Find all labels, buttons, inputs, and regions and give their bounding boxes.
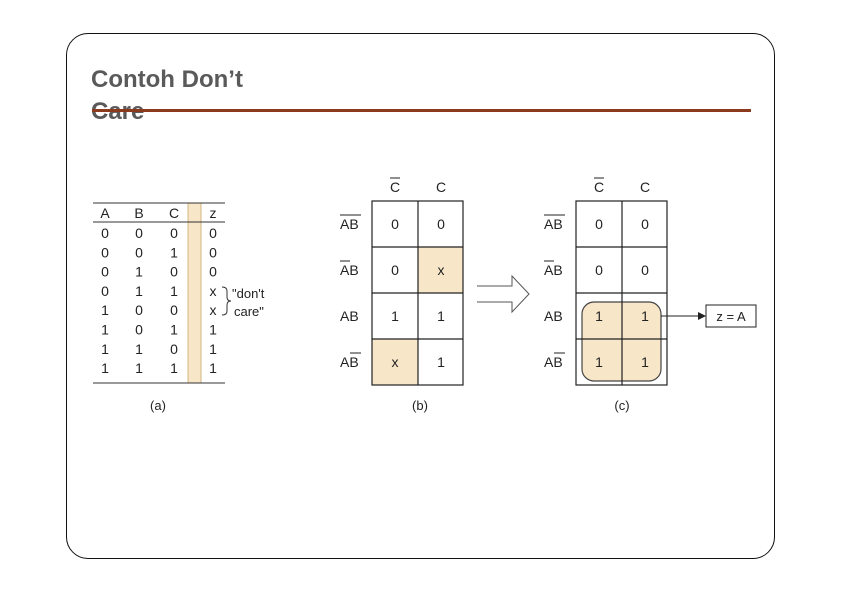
result-expression: z = A [716, 309, 746, 324]
truth-table-cell: 1 [135, 282, 143, 299]
transform-arrow-icon [477, 276, 529, 312]
truth-table-cell: 1 [101, 302, 109, 319]
kmap-b-row-header-1: AB [340, 262, 359, 278]
truth-table-cell: 0 [209, 225, 217, 241]
kmap-c-row-header-0: AB [544, 216, 563, 232]
kmap-cell: 1 [391, 308, 399, 324]
truth-table-cell: 1 [101, 340, 109, 357]
kmap-b-row-header-2: AB [340, 308, 359, 324]
kmap-cell: x [437, 262, 445, 278]
caption-c: (c) [614, 398, 630, 413]
kmap-cell: 0 [437, 216, 445, 232]
truth-table-cell: 1 [170, 360, 178, 377]
kmap-b-col-header-c: C [435, 179, 447, 195]
kmap-cell: 1 [437, 308, 445, 324]
truth-table-cell: 1 [135, 360, 143, 377]
kmap-b-row-header-0: AB [340, 216, 359, 232]
truth-table-cell: 0 [101, 263, 109, 280]
kmap-cell: 0 [391, 262, 399, 278]
truth-table-cell: 0 [209, 263, 217, 280]
truth-table [93, 203, 265, 413]
dont-care-label-line2: care" [234, 304, 264, 319]
kmap-cell: 0 [595, 262, 603, 278]
kmap-cell: 0 [641, 262, 649, 278]
truth-table-cell: 1 [209, 321, 217, 338]
truth-table-cell: 1 [209, 360, 217, 377]
truth-table-cell: x [209, 282, 217, 299]
kmap-cell: 1 [437, 354, 445, 370]
kmap-cell: 0 [391, 216, 399, 232]
z-column-highlight [188, 203, 201, 383]
kmap-c-row-header-2: AB [544, 308, 563, 324]
truth-table-header-z: z [209, 205, 217, 221]
kmap-b-row-header-3: AB [340, 354, 359, 370]
kmap-c [544, 178, 756, 413]
kmap-cell: 1 [641, 354, 649, 370]
kmap-c-row-header-1: AB [544, 262, 563, 278]
truth-table-cell: 0 [101, 282, 109, 299]
truth-table-cell: x [209, 302, 217, 319]
kmap-cell: 1 [595, 354, 603, 370]
truth-table-header-c: C [168, 205, 180, 221]
kmap-cell: 0 [641, 216, 649, 232]
truth-table-cell: 0 [170, 340, 178, 357]
truth-table-cell: 0 [135, 244, 143, 261]
truth-table-cell: 1 [170, 244, 178, 261]
caption-a: (a) [150, 398, 166, 413]
truth-table-cell: 0 [170, 302, 178, 319]
truth-table-cell: 0 [101, 244, 109, 261]
truth-table-cell: 0 [170, 225, 178, 241]
kmap-cell: 0 [595, 216, 603, 232]
truth-table-cell: 0 [101, 225, 109, 241]
truth-table-cell: 0 [135, 225, 143, 241]
truth-table-cell: 1 [101, 360, 109, 377]
result-arrowhead-icon [698, 312, 706, 320]
kmap-cell: 1 [641, 308, 649, 324]
kmap-c-col-header-c: C [639, 179, 651, 195]
kmap-c-row-header-3: AB [544, 354, 563, 370]
dont-care-label-line1: "don't [232, 286, 265, 301]
caption-b: (b) [412, 398, 428, 413]
dont-care-brace [222, 287, 231, 315]
kmap-b-col-header-cbar: C [389, 179, 401, 195]
kmap-c-col-header-cbar: C [593, 179, 605, 195]
truth-table-cell: 0 [209, 244, 217, 261]
truth-table-cell: 1 [135, 263, 143, 280]
truth-table-cell: 1 [170, 321, 178, 338]
kmap-cell: 1 [595, 308, 603, 324]
truth-table-header-a: A [100, 205, 110, 221]
truth-table-header-b: B [134, 205, 144, 221]
kmap-cell: x [391, 354, 399, 370]
truth-table-cell: 1 [209, 340, 217, 357]
truth-table-cell: 1 [101, 321, 109, 338]
truth-table-cell: 1 [135, 340, 143, 357]
truth-table-cell: 1 [170, 282, 178, 299]
truth-table-cell: 0 [170, 263, 178, 280]
kmap-b [340, 178, 463, 413]
slide-title: Contoh Don’t [91, 66, 243, 93]
truth-table-cell: 0 [135, 321, 143, 338]
truth-table-cell: 0 [135, 302, 143, 319]
